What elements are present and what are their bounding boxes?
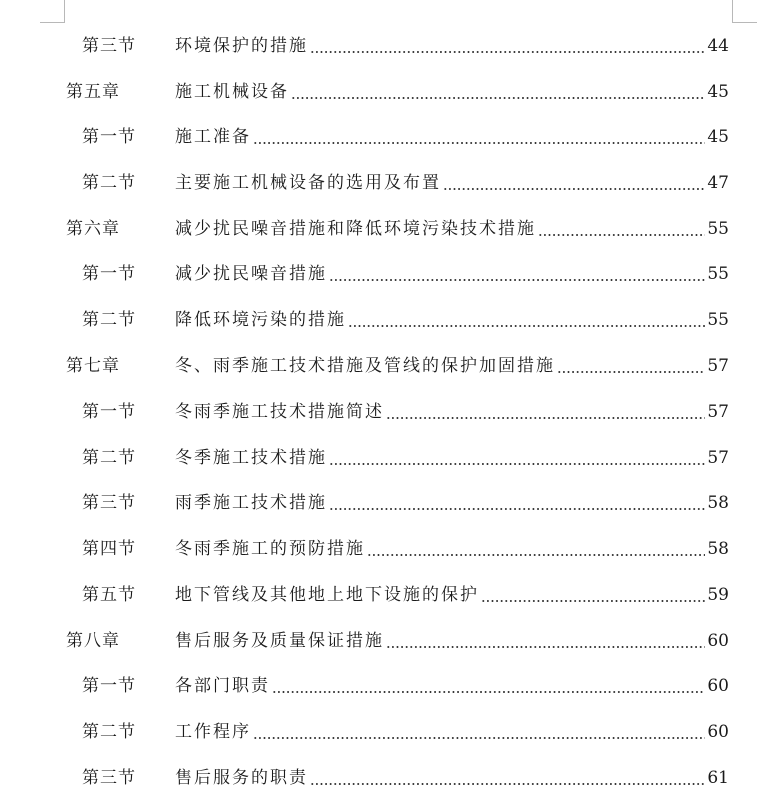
toc-entry[interactable] [82,124,729,150]
dot-leader [253,719,705,745]
toc-entry-page: 57 [707,356,729,376]
toc-entry-title: 降低环境污染的措施 [175,310,346,330]
toc-entry-number: 第三节 [82,768,136,788]
toc-entry-page: 58 [707,539,729,559]
dot-leader [329,261,705,287]
toc-entry[interactable] [82,673,729,699]
toc-entry-title: 各部门职责 [175,676,270,696]
toc-entry-title: 雨季施工技术措施 [175,493,327,513]
toc-entry-page: 57 [707,402,729,422]
toc-entry-page: 55 [707,219,729,239]
dot-leader [291,79,705,105]
toc-entry[interactable] [66,353,729,379]
toc-entry[interactable] [66,216,729,242]
toc-entry-title: 售后服务的职责 [175,768,308,788]
toc-entry[interactable] [82,765,729,791]
toc-entry[interactable] [82,582,729,608]
toc-entry-title: 施工准备 [175,127,251,147]
toc-entry-number: 第一节 [82,127,136,147]
dot-leader [272,673,705,699]
page-corner-mark-right [732,0,757,23]
toc-entry-page: 47 [707,173,729,193]
dot-leader [348,307,705,333]
toc-entry-page: 59 [707,585,729,605]
dot-leader [557,353,705,379]
toc-entry[interactable] [82,536,729,562]
toc-entry-title: 冬季施工技术措施 [175,448,327,468]
toc-entry-number: 第一节 [82,264,136,284]
toc-entry-number: 第一节 [82,402,136,422]
toc-entry[interactable] [82,719,729,745]
dot-leader [481,582,705,608]
toc-entry-page: 55 [707,310,729,330]
toc-entry[interactable] [82,399,729,425]
toc-entry-number: 第三节 [82,36,136,56]
toc-entry-title: 主要施工机械设备的选用及布置 [175,173,441,193]
toc-entry-title: 环境保护的措施 [175,36,308,56]
toc-entry-page: 44 [707,36,729,56]
toc-entry-title: 售后服务及质量保证措施 [175,631,384,651]
dot-leader [538,216,705,242]
toc-entry-page: 45 [707,127,729,147]
dot-leader [367,536,705,562]
toc-entry-number: 第二节 [82,310,136,330]
dot-leader [386,628,705,654]
toc-entry[interactable] [82,307,729,333]
toc-entry[interactable] [82,490,729,516]
toc-entry-title: 冬雨季施工技术措施简述 [175,402,384,422]
toc-entry[interactable] [66,79,729,105]
dot-leader [443,170,705,196]
page-corner-mark-left [40,0,65,23]
toc-entry-title: 减少扰民噪音措施 [175,264,327,284]
toc-entry-number: 第三节 [82,493,136,513]
toc-entry-number: 第六章 [66,219,120,239]
toc-entry-title: 冬、雨季施工技术措施及管线的保护加固措施 [175,356,555,376]
toc-entry-number: 第五章 [66,82,120,102]
toc-entry[interactable] [66,628,729,654]
toc-entry-title: 工作程序 [175,722,251,742]
toc-entry-title: 施工机械设备 [175,82,289,102]
toc-entry-number: 第一节 [82,676,136,696]
toc-entry-page: 60 [707,722,729,742]
toc-entry[interactable] [82,33,729,59]
toc-entry-title: 冬雨季施工的预防措施 [175,539,365,559]
dot-leader [329,445,705,471]
toc-entry-number: 第二节 [82,722,136,742]
toc-entry[interactable] [82,445,729,471]
toc-entry-number: 第七章 [66,356,120,376]
toc-entry-page: 61 [707,768,729,788]
dot-leader [386,399,705,425]
dot-leader [329,490,705,516]
toc-entry-page: 58 [707,493,729,513]
toc-entry-number: 第二节 [82,173,136,193]
toc-entry-page: 45 [707,82,729,102]
toc-entry-title: 地下管线及其他地上地下设施的保护 [175,585,479,605]
toc-entry-page: 55 [707,264,729,284]
dot-leader [253,124,705,150]
toc-entry-number: 第八章 [66,631,120,651]
dot-leader [310,765,705,791]
toc-entry-number: 第五节 [82,585,136,605]
toc-entry-number: 第二节 [82,448,136,468]
toc-entry[interactable] [82,261,729,287]
toc-entry-page: 60 [707,676,729,696]
toc-entry-page: 57 [707,448,729,468]
toc-entry-page: 60 [707,631,729,651]
dot-leader [310,33,705,59]
toc-entry-number: 第四节 [82,539,136,559]
toc-entry[interactable] [82,170,729,196]
toc-entry-title: 减少扰民噪音措施和降低环境污染技术措施 [175,219,536,239]
